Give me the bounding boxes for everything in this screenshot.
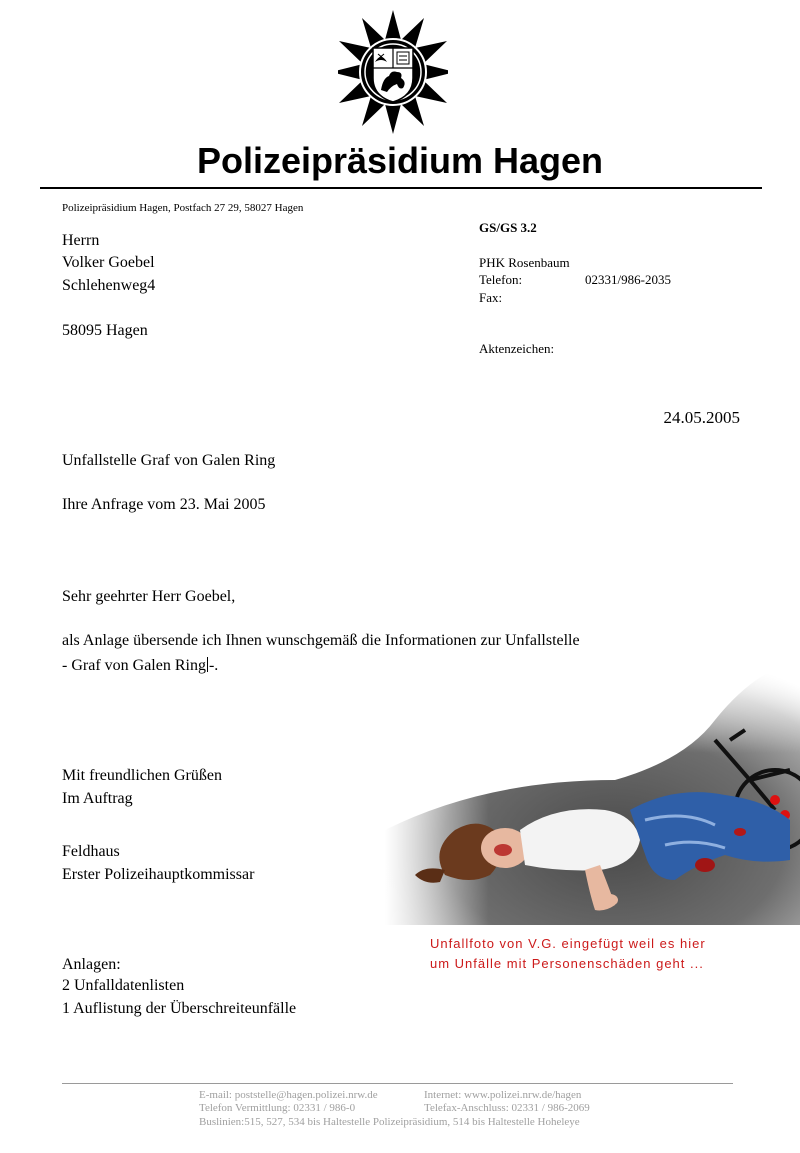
signature-name: Feldhaus [62,843,120,860]
attachment-item-1: 2 Unfalldatenlisten [62,977,185,994]
attachment-item-2: 1 Auflistung der Überschreiteunfälle [62,1000,297,1017]
header-divider [40,187,762,189]
sender-address-line: Polizeipräsidium Hagen, Postfach 27 29, 58027 Hagen [62,202,304,214]
letter-date: 24.05.2005 [663,408,740,427]
recipient-street: Schlehenweg4 [62,277,156,294]
text-cursor [207,657,208,672]
reference-code: GS/GS 3.2 [479,220,537,235]
footer-email: E-mail: poststelle@hagen.polizei.nrw.de [199,1089,378,1101]
closing-line-2: Im Auftrag [62,790,133,807]
file-number-label: Aktenzeichen: [479,341,555,356]
subject-line: Unfallstelle Graf von Galen Ring [62,452,276,469]
greeting: Sehr geehrter Herr Goebel, [62,588,236,605]
footer-bus-lines: Buslinien:515, 527, 534 bis Haltestelle Polizeipräsidium, 514 bis Haltestelle Hoheleye [199,1116,580,1128]
police-star-logo [338,10,448,135]
closing-line-1: Mit freundlichen Grüßen [62,767,222,784]
footer-phone: Telefon Vermittlung: 02331 / 986-0 [199,1102,356,1114]
organization-title: Polizeipräsidium Hagen [196,140,604,181]
photo-caption-line-2: um Unfälle mit Personenschäden geht ... [430,956,704,971]
body-line-2 [62,657,218,675]
body-line-2a: - Graf von Galen Ring [62,657,206,674]
recipient-salutation: Herrn [62,232,100,249]
phone-value: 02331/986-2035 [585,272,671,287]
contact-person: PHK Rosenbaum [479,255,570,270]
body-line-2b: -. [208,657,219,674]
footer-fax: Telefax-Anschluss: 02331 / 986-2069 [424,1102,590,1114]
photo-caption [430,934,706,974]
accident-photo-illustration [385,660,800,925]
photo-caption-line-1: Unfallfoto von V.G. eingefügt weil es hier [430,936,706,951]
police-star-icon [338,10,448,135]
footer-internet: Internet: www.polizei.nrw.de/hagen [424,1089,582,1101]
attachments-label: Anlagen: [62,956,121,973]
accident-photo [385,660,800,925]
recipient-city: 58095 Hagen [62,322,148,339]
footer-divider [62,1083,733,1084]
inquiry-line: Ihre Anfrage vom 23. Mai 2005 [62,496,266,513]
phone-label: Telefon: [479,272,523,287]
recipient-name: Volker Goebel [62,254,155,271]
signature-title: Erster Polizeihauptkommissar [62,866,255,883]
fax-label: Fax: [479,290,503,305]
body-line-1: als Anlage übersende ich Ihnen wunschgemäß die Informationen zur Unfallstelle [62,632,580,649]
